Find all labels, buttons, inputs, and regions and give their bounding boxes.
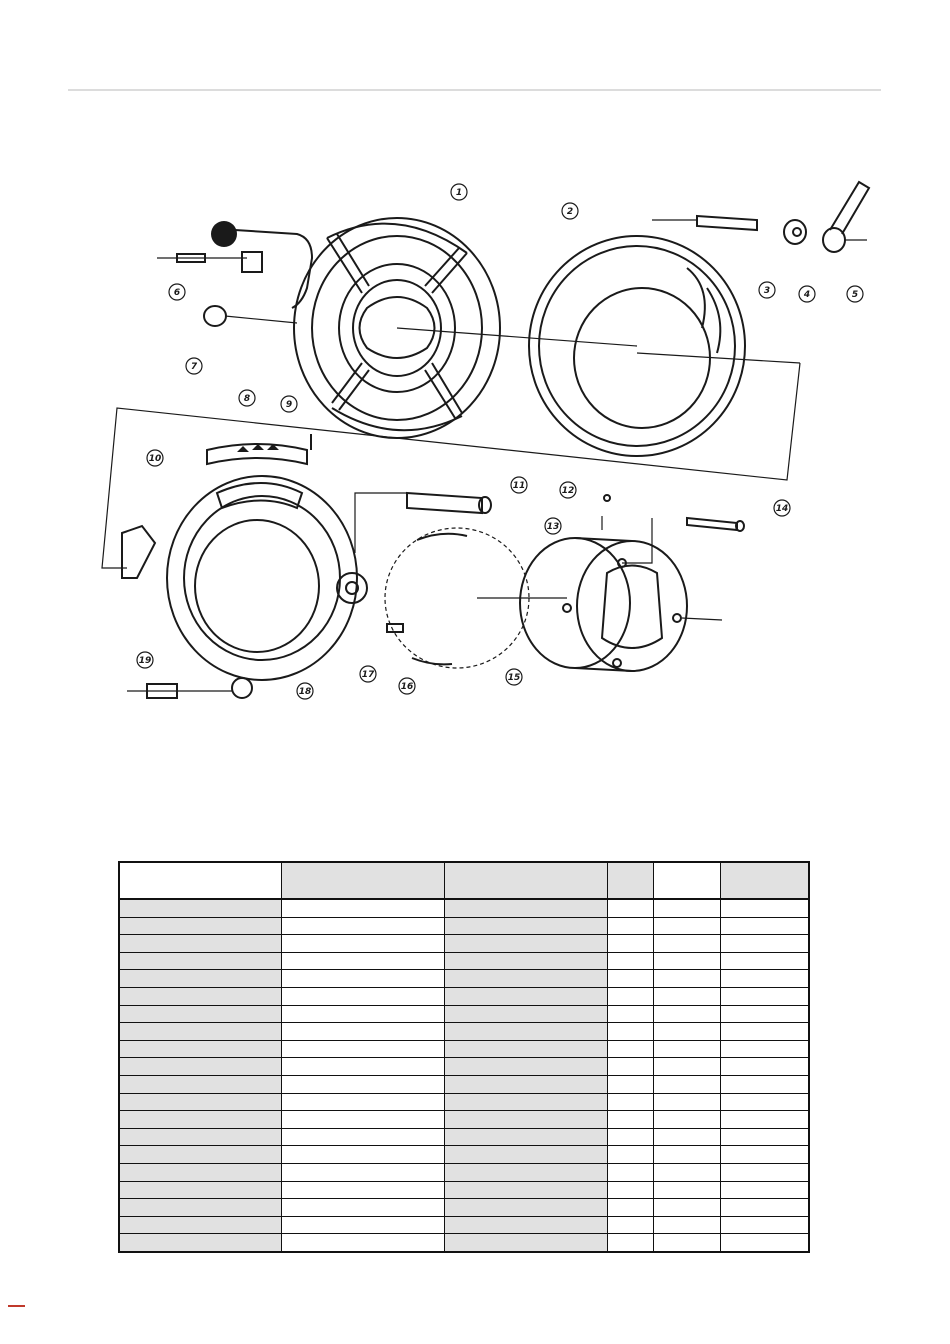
part-19-pin	[127, 684, 232, 698]
table-row	[119, 1111, 809, 1129]
table-row	[119, 1146, 809, 1164]
table-cell	[607, 1216, 653, 1234]
table-cell	[119, 1111, 281, 1129]
part-17-screw	[387, 624, 403, 632]
table-cell	[444, 1128, 607, 1146]
callout-17	[360, 666, 376, 682]
svg-text:16: 16	[400, 682, 414, 692]
table-cell	[720, 1163, 809, 1181]
table-cell	[281, 1040, 444, 1058]
table-cell	[119, 1075, 281, 1093]
table-cell	[444, 987, 607, 1005]
part-5-lever	[823, 182, 869, 252]
table-cell	[119, 1181, 281, 1199]
table-cell	[119, 899, 281, 917]
callout-11	[511, 477, 527, 493]
table-cell	[720, 935, 809, 953]
table-cell	[653, 1234, 720, 1252]
table-row	[119, 1040, 809, 1058]
table-cell	[607, 1163, 653, 1181]
table-cell	[720, 970, 809, 988]
callout-7	[186, 358, 202, 374]
table-cell	[607, 1146, 653, 1164]
table-cell	[281, 987, 444, 1005]
part-3-bolt	[652, 216, 757, 230]
table-cell	[720, 1075, 809, 1093]
table-cell	[119, 1146, 281, 1164]
table-cell	[653, 1058, 720, 1076]
table-cell	[444, 1005, 607, 1023]
svg-text:14: 14	[775, 504, 789, 514]
table-cell	[444, 1093, 607, 1111]
table-cell	[653, 1216, 720, 1234]
table-cell	[281, 1163, 444, 1181]
table-cell	[653, 1199, 720, 1217]
table-header-cell	[607, 862, 653, 899]
table-cell	[720, 952, 809, 970]
table-cell	[653, 1181, 720, 1199]
page-corner-mark	[8, 1305, 25, 1307]
table-cell	[607, 1075, 653, 1093]
table-row	[119, 1163, 809, 1181]
table-row	[119, 1128, 809, 1146]
table-cell	[720, 899, 809, 917]
svg-text:8: 8	[243, 394, 251, 404]
callout-1	[451, 184, 467, 200]
table-cell	[607, 1181, 653, 1199]
table-cell	[653, 1146, 720, 1164]
table-cell	[720, 1216, 809, 1234]
table-row	[119, 1093, 809, 1111]
parts-list-table	[118, 861, 810, 1253]
table-cell	[720, 1234, 809, 1252]
svg-text:4: 4	[803, 290, 811, 300]
table-row	[119, 987, 809, 1005]
table-cell	[720, 1005, 809, 1023]
callout-10	[147, 450, 163, 466]
table-cell	[653, 1128, 720, 1146]
table-row	[119, 952, 809, 970]
table-cell	[281, 1005, 444, 1023]
table-row	[119, 1181, 809, 1199]
table-row	[119, 1058, 809, 1076]
table-cell	[119, 935, 281, 953]
table-header-cell	[720, 862, 809, 899]
svg-text:11: 11	[512, 481, 526, 491]
table-cell	[607, 970, 653, 988]
part-6-pin	[157, 254, 247, 262]
svg-text:10: 10	[148, 454, 162, 464]
table-cell	[720, 917, 809, 935]
table-cell	[607, 1199, 653, 1217]
table-cell	[607, 899, 653, 917]
table-cell	[281, 952, 444, 970]
callout-19	[137, 652, 153, 668]
svg-text:13: 13	[546, 522, 560, 532]
table-cell	[281, 970, 444, 988]
table-row	[119, 1075, 809, 1093]
table-cell	[720, 1181, 809, 1199]
table-cell	[720, 1040, 809, 1058]
table-cell	[444, 1075, 607, 1093]
callout-4	[799, 286, 815, 302]
table-cell	[653, 987, 720, 1005]
table-row	[119, 1216, 809, 1234]
table-cell	[720, 1093, 809, 1111]
table-cell	[444, 1181, 607, 1199]
table-cell	[720, 1199, 809, 1217]
table-cell	[653, 899, 720, 917]
svg-text:2: 2	[566, 207, 574, 217]
table-cell	[653, 1163, 720, 1181]
table-cell	[281, 1075, 444, 1093]
table-row	[119, 917, 809, 935]
table-cell	[607, 1058, 653, 1076]
table-cell	[444, 1199, 607, 1217]
callout-18	[297, 683, 313, 699]
callout-3	[759, 282, 775, 298]
callout-markers	[137, 184, 863, 699]
table-cell	[607, 1234, 653, 1252]
table-header-cell	[119, 862, 281, 899]
svg-text:15: 15	[507, 673, 521, 683]
callout-15	[506, 669, 522, 685]
svg-text:9: 9	[285, 400, 293, 410]
svg-text:1: 1	[455, 188, 463, 198]
callout-2	[562, 203, 578, 219]
table-cell	[720, 1128, 809, 1146]
table-cell	[281, 1216, 444, 1234]
table-header-row	[119, 862, 809, 899]
table-cell	[444, 952, 607, 970]
part-12-small-pin	[602, 495, 610, 530]
table-row	[119, 935, 809, 953]
table-cell	[281, 917, 444, 935]
table-cell	[607, 1023, 653, 1041]
table-cell	[119, 952, 281, 970]
table-row	[119, 1023, 809, 1041]
table-cell	[119, 1216, 281, 1234]
table-cell	[720, 987, 809, 1005]
callout-13	[545, 518, 561, 534]
table-cell	[444, 935, 607, 953]
handle-lever	[211, 221, 312, 308]
callout-16	[399, 678, 415, 694]
table-row	[119, 1005, 809, 1023]
table-cell	[444, 1111, 607, 1129]
exploded-parts-diagram	[97, 168, 877, 714]
table-cell	[119, 1058, 281, 1076]
table-cell	[653, 917, 720, 935]
table-cell	[607, 952, 653, 970]
svg-text:19: 19	[138, 656, 152, 666]
table-cell	[119, 1234, 281, 1252]
table-cell	[607, 1005, 653, 1023]
table-cell	[653, 1111, 720, 1129]
table-cell	[653, 1023, 720, 1041]
svg-text:7: 7	[190, 362, 198, 372]
svg-text:5: 5	[851, 290, 859, 300]
table-cell	[281, 1111, 444, 1129]
table-cell	[281, 1199, 444, 1217]
table-cell	[653, 1040, 720, 1058]
table-cell	[119, 1093, 281, 1111]
table-cell	[281, 1128, 444, 1146]
table-cell	[653, 952, 720, 970]
callout-14	[774, 500, 790, 516]
table-cell	[281, 1023, 444, 1041]
table-cell	[281, 1058, 444, 1076]
callout-6	[169, 284, 185, 300]
part-10-housing	[122, 476, 367, 698]
table-cell	[444, 1146, 607, 1164]
table-cell	[281, 899, 444, 917]
table-row	[119, 1234, 809, 1252]
table-header-cell	[653, 862, 720, 899]
table-cell	[444, 1234, 607, 1252]
table-cell	[607, 917, 653, 935]
table-cell	[281, 1234, 444, 1252]
table-cell	[281, 1093, 444, 1111]
part-14-bolt	[622, 518, 744, 563]
table-cell	[607, 1128, 653, 1146]
table-cell	[444, 1040, 607, 1058]
svg-text:6: 6	[173, 288, 181, 298]
table-cell	[281, 935, 444, 953]
table-cell	[119, 987, 281, 1005]
table-cell	[653, 935, 720, 953]
table-cell	[607, 935, 653, 953]
svg-text:17: 17	[361, 670, 375, 680]
table-cell	[720, 1111, 809, 1129]
part-4-nut	[784, 220, 806, 244]
table-cell	[444, 1163, 607, 1181]
exploded-view-drawing	[97, 168, 877, 714]
table-cell	[444, 1023, 607, 1041]
table-cell	[720, 1023, 809, 1041]
table-row	[119, 970, 809, 988]
callout-5	[847, 286, 863, 302]
table-cell	[720, 1146, 809, 1164]
table-cell	[119, 970, 281, 988]
table-cell	[607, 1093, 653, 1111]
table-header-cell	[281, 862, 444, 899]
table-cell	[119, 1128, 281, 1146]
table-cell	[444, 899, 607, 917]
table-cell	[119, 1040, 281, 1058]
callout-8	[239, 390, 255, 406]
svg-text:18: 18	[298, 687, 312, 697]
table-cell	[444, 1058, 607, 1076]
table-cell	[444, 1216, 607, 1234]
table-cell	[653, 1093, 720, 1111]
table-cell	[607, 987, 653, 1005]
callout-9	[281, 396, 297, 412]
table-cell	[119, 1005, 281, 1023]
table-row	[119, 899, 809, 917]
callout-12	[560, 482, 576, 498]
table-row	[119, 1199, 809, 1217]
table-cell	[444, 970, 607, 988]
table-cell	[607, 1111, 653, 1129]
table-cell	[720, 1058, 809, 1076]
table-cell	[653, 1075, 720, 1093]
table-cell	[119, 1199, 281, 1217]
table-cell	[653, 1005, 720, 1023]
svg-text:12: 12	[561, 486, 575, 496]
svg-text:3: 3	[763, 286, 771, 296]
part-18-sleeve	[355, 493, 491, 553]
table-body	[119, 899, 809, 1252]
table-cell	[119, 1163, 281, 1181]
part-7-washer	[204, 306, 297, 326]
table-cell	[444, 917, 607, 935]
table-header-cell	[444, 862, 607, 899]
part-8-scale-plate	[207, 444, 307, 464]
table-cell	[119, 1023, 281, 1041]
header-rule	[68, 89, 881, 91]
table-cell	[653, 970, 720, 988]
table-cell	[281, 1146, 444, 1164]
part-15-cylinder	[477, 538, 722, 671]
table-cell	[607, 1040, 653, 1058]
table-cell	[281, 1181, 444, 1199]
table-cell	[119, 917, 281, 935]
